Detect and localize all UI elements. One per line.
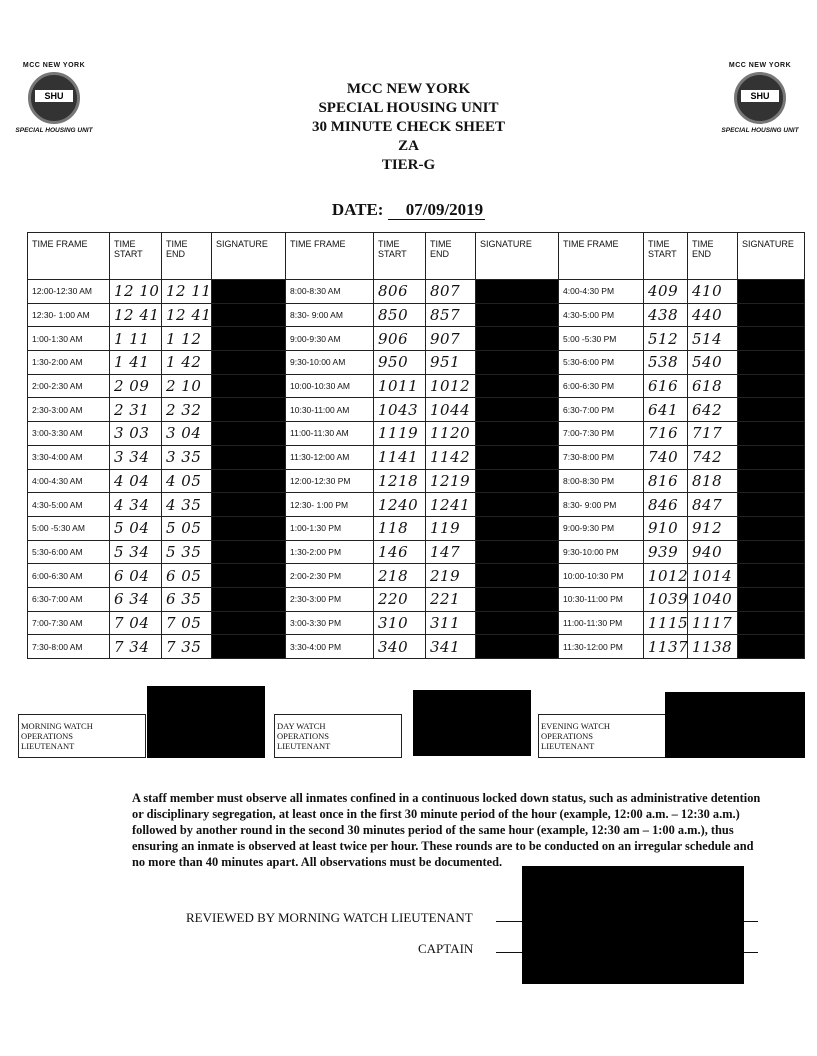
- document-title: [0, 80, 817, 175]
- time-start-cell: 538: [644, 351, 688, 375]
- column-header: SIGNATURE: [738, 233, 805, 280]
- redacted-signature-cell: [738, 587, 805, 611]
- redacted-signature-cell: [476, 611, 559, 635]
- time-end-cell: 1044: [426, 398, 476, 422]
- table-row: [28, 445, 805, 469]
- captain-label: CAPTAIN: [418, 941, 474, 956]
- watch-line-3: LIEUTENANT: [277, 741, 331, 751]
- redacted-signature-cell: [476, 303, 559, 327]
- time-end-cell: 6 35: [162, 587, 212, 611]
- time-frame-cell: 1:00-1:30 AM: [28, 327, 110, 351]
- time-end-cell: 3 04: [162, 422, 212, 446]
- time-start-cell: 1218: [374, 469, 426, 493]
- time-start-cell: 1 11: [110, 327, 162, 351]
- watch-line-3: LIEUTENANT: [21, 741, 75, 751]
- time-frame-cell: 7:30-8:00 AM: [28, 635, 110, 659]
- time-start-cell: 146: [374, 540, 426, 564]
- time-start-cell: 340: [374, 635, 426, 659]
- time-end-cell: 221: [426, 587, 476, 611]
- time-start-cell: 7 34: [110, 635, 162, 659]
- table-row: [28, 469, 805, 493]
- time-end-cell: 2 10: [162, 374, 212, 398]
- time-end-cell: 5 05: [162, 516, 212, 540]
- title-line-3: 30 MINUTE CHECK SHEET: [312, 119, 505, 135]
- redacted-signature-cell: [476, 516, 559, 540]
- time-end-cell: 7 05: [162, 611, 212, 635]
- time-end-cell: 857: [426, 303, 476, 327]
- redacted-signature-cell: [212, 611, 286, 635]
- time-end-cell: 5 35: [162, 540, 212, 564]
- time-frame-cell: 5:30-6:00 AM: [28, 540, 110, 564]
- time-start-cell: 1119: [374, 422, 426, 446]
- redacted-signature-cell: [212, 422, 286, 446]
- time-start-cell: 906: [374, 327, 426, 351]
- time-frame-cell: 9:30-10:00 PM: [559, 540, 644, 564]
- time-start-cell: 1115: [644, 611, 688, 635]
- table-row: [28, 422, 805, 446]
- time-start-cell: 850: [374, 303, 426, 327]
- time-end-cell: 907: [426, 327, 476, 351]
- time-frame-cell: 2:00-2:30 AM: [28, 374, 110, 398]
- time-frame-cell: 11:00-11:30 AM: [286, 422, 374, 446]
- table-row: [28, 280, 805, 304]
- redacted-signature-block: [522, 866, 744, 984]
- redacted-signature-cell: [212, 280, 286, 304]
- table-row: [28, 564, 805, 588]
- time-end-cell: 514: [688, 327, 738, 351]
- time-end-cell: 7 35: [162, 635, 212, 659]
- time-frame-cell: 9:30-10:00 AM: [286, 351, 374, 375]
- check-table: [27, 232, 805, 659]
- time-end-cell: 1138: [688, 635, 738, 659]
- title-line-5: TIER-G: [381, 157, 436, 173]
- redacted-signature-cell: [476, 280, 559, 304]
- time-start-cell: 218: [374, 564, 426, 588]
- time-end-cell: 341: [426, 635, 476, 659]
- redacted-signature-cell: [212, 374, 286, 398]
- time-start-cell: 816: [644, 469, 688, 493]
- table-header-row: [28, 233, 805, 280]
- redacted-signature-cell: [476, 445, 559, 469]
- time-frame-cell: 12:00-12:30 PM: [286, 469, 374, 493]
- time-end-cell: 1040: [688, 587, 738, 611]
- time-start-cell: 5 34: [110, 540, 162, 564]
- time-start-cell: 1137: [644, 635, 688, 659]
- time-frame-cell: 10:30-11:00 PM: [559, 587, 644, 611]
- time-start-cell: 1043: [374, 398, 426, 422]
- time-start-cell: 846: [644, 493, 688, 517]
- time-frame-cell: 8:30- 9:00 PM: [559, 493, 644, 517]
- table-row: [28, 374, 805, 398]
- time-end-cell: 440: [688, 303, 738, 327]
- time-frame-cell: 6:00-6:30 PM: [559, 374, 644, 398]
- watch-line-2: OPERATIONS: [541, 731, 593, 741]
- time-end-cell: 1117: [688, 611, 738, 635]
- time-start-cell: 3 03: [110, 422, 162, 446]
- badge-text: SHU: [35, 90, 73, 102]
- time-frame-cell: 11:00-11:30 PM: [559, 611, 644, 635]
- logo-top-text: MCC NEW YORK: [728, 62, 792, 69]
- time-start-cell: 2 31: [110, 398, 162, 422]
- watch-line-1: EVENING WATCH: [541, 721, 611, 731]
- redacted-signature-cell: [476, 327, 559, 351]
- reviewed-by-label: REVIEWED BY MORNING WATCH LIEUTENANT: [186, 910, 473, 925]
- time-end-cell: 1 42: [162, 351, 212, 375]
- time-end-cell: 807: [426, 280, 476, 304]
- time-end-cell: 1014: [688, 564, 738, 588]
- time-start-cell: 716: [644, 422, 688, 446]
- redacted-signature-cell: [738, 351, 805, 375]
- redacted-signature-cell: [476, 374, 559, 398]
- column-header: TIME START: [374, 233, 426, 280]
- time-start-cell: 3 34: [110, 445, 162, 469]
- watch-line-3: LIEUTENANT: [541, 741, 595, 751]
- redacted-signature-cell: [212, 469, 286, 493]
- redacted-signature-cell: [212, 635, 286, 659]
- redacted-signature-cell: [212, 303, 286, 327]
- time-frame-cell: 4:00-4:30 PM: [559, 280, 644, 304]
- table-row: [28, 351, 805, 375]
- redacted-signature-cell: [476, 469, 559, 493]
- table-row: [28, 493, 805, 517]
- table-row: [28, 635, 805, 659]
- time-end-cell: 1012: [426, 374, 476, 398]
- time-start-cell: 1141: [374, 445, 426, 469]
- time-frame-cell: 3:30-4:00 PM: [286, 635, 374, 659]
- time-frame-cell: 5:00 -5:30 AM: [28, 516, 110, 540]
- time-start-cell: 616: [644, 374, 688, 398]
- time-start-cell: 641: [644, 398, 688, 422]
- time-start-cell: 910: [644, 516, 688, 540]
- time-start-cell: 806: [374, 280, 426, 304]
- column-header: SIGNATURE: [476, 233, 559, 280]
- time-start-cell: 1039: [644, 587, 688, 611]
- time-frame-cell: 8:00-8:30 PM: [559, 469, 644, 493]
- time-end-cell: 1120: [426, 422, 476, 446]
- time-end-cell: 1241: [426, 493, 476, 517]
- redacted-signature-cell: [476, 398, 559, 422]
- time-start-cell: 6 04: [110, 564, 162, 588]
- time-frame-cell: 1:30-2:00 PM: [286, 540, 374, 564]
- table-row: [28, 303, 805, 327]
- time-start-cell: 1 41: [110, 351, 162, 375]
- time-start-cell: 5 04: [110, 516, 162, 540]
- time-start-cell: 1012: [644, 564, 688, 588]
- table-row: [28, 540, 805, 564]
- column-header: SIGNATURE: [212, 233, 286, 280]
- table-row: [28, 587, 805, 611]
- table-row: [28, 327, 805, 351]
- day-watch-box: [274, 714, 402, 758]
- time-frame-cell: 7:30-8:00 PM: [559, 445, 644, 469]
- time-end-cell: 818: [688, 469, 738, 493]
- column-header: TIME START: [644, 233, 688, 280]
- time-end-cell: 12 41: [162, 303, 212, 327]
- column-header: TIME END: [162, 233, 212, 280]
- time-frame-cell: 11:30-12:00 PM: [559, 635, 644, 659]
- time-end-cell: 4 05: [162, 469, 212, 493]
- redacted-signature-block: [665, 692, 805, 758]
- time-frame-cell: 9:00-9:30 AM: [286, 327, 374, 351]
- redacted-signature-cell: [476, 422, 559, 446]
- logo-bottom-text: SPECIAL HOUSING UNIT: [15, 127, 93, 134]
- time-end-cell: 742: [688, 445, 738, 469]
- time-end-cell: 4 35: [162, 493, 212, 517]
- time-frame-cell: 2:30-3:00 PM: [286, 587, 374, 611]
- time-frame-cell: 1:00-1:30 PM: [286, 516, 374, 540]
- time-end-cell: 940: [688, 540, 738, 564]
- time-frame-cell: 12:00-12:30 AM: [28, 280, 110, 304]
- time-end-cell: 540: [688, 351, 738, 375]
- title-line-1: MCC NEW YORK: [346, 81, 471, 97]
- watch-line-2: OPERATIONS: [21, 731, 73, 741]
- redacted-signature-cell: [212, 587, 286, 611]
- time-frame-cell: 6:00-6:30 AM: [28, 564, 110, 588]
- time-end-cell: 1219: [426, 469, 476, 493]
- column-header: TIME START: [110, 233, 162, 280]
- redacted-signature-cell: [738, 303, 805, 327]
- watch-line-2: OPERATIONS: [277, 731, 329, 741]
- time-start-cell: 1011: [374, 374, 426, 398]
- policy-notice: A staff member must observe all inmates confined in a continuous locked down status, such as administrative detention or disciplinary segregation, at least once in the first 30 minute period of the hour (example, 12:00 a.m. – 12:30 a.m.) followed by another round in the second 30 minutes period of the same hour (example, 12:30 am – 1:00 a.m.), thus ensuring an inmate is observed at least twice per hour. These rounds are to be conducted on an irregular schedule and no more than 40 minutes apart. All observations must be documented.: [132, 791, 761, 869]
- time-end-cell: 951: [426, 351, 476, 375]
- time-frame-cell: 5:00 -5:30 PM: [559, 327, 644, 351]
- time-frame-cell: 1:30-2:00 AM: [28, 351, 110, 375]
- title-line-4: ZA: [398, 138, 419, 154]
- time-frame-cell: 2:00-2:30 PM: [286, 564, 374, 588]
- redacted-signature-cell: [476, 351, 559, 375]
- redacted-signature-cell: [212, 351, 286, 375]
- time-start-cell: 438: [644, 303, 688, 327]
- redacted-signature-cell: [738, 374, 805, 398]
- date-line: [0, 200, 817, 220]
- time-start-cell: 512: [644, 327, 688, 351]
- redacted-signature-cell: [738, 398, 805, 422]
- time-end-cell: 119: [426, 516, 476, 540]
- time-frame-cell: 5:30-6:00 PM: [559, 351, 644, 375]
- table-row: [28, 398, 805, 422]
- time-frame-cell: 10:00-10:30 PM: [559, 564, 644, 588]
- redacted-signature-cell: [476, 564, 559, 588]
- time-start-cell: 740: [644, 445, 688, 469]
- table-row: [28, 611, 805, 635]
- time-start-cell: 118: [374, 516, 426, 540]
- logo-bottom-text: SPECIAL HOUSING UNIT: [721, 127, 799, 134]
- redacted-signature-cell: [476, 635, 559, 659]
- table-body: [28, 280, 805, 659]
- watch-line-1: DAY WATCH: [277, 721, 326, 731]
- time-start-cell: 2 09: [110, 374, 162, 398]
- time-start-cell: 310: [374, 611, 426, 635]
- redacted-signature-cell: [212, 327, 286, 351]
- time-start-cell: 6 34: [110, 587, 162, 611]
- time-frame-cell: 3:30-4:00 AM: [28, 445, 110, 469]
- redacted-signature-cell: [738, 327, 805, 351]
- redacted-signature-cell: [212, 493, 286, 517]
- time-end-cell: 717: [688, 422, 738, 446]
- evening-watch-box: [538, 714, 666, 758]
- redacted-signature-cell: [738, 445, 805, 469]
- morning-watch-box: [18, 714, 146, 758]
- redacted-signature-cell: [738, 540, 805, 564]
- redacted-signature-cell: [738, 493, 805, 517]
- time-end-cell: 6 05: [162, 564, 212, 588]
- time-frame-cell: 12:30- 1:00 PM: [286, 493, 374, 517]
- time-start-cell: 1240: [374, 493, 426, 517]
- redacted-signature-cell: [212, 540, 286, 564]
- column-header: TIME FRAME: [286, 233, 374, 280]
- time-frame-cell: 7:00-7:30 AM: [28, 611, 110, 635]
- redacted-signature-cell: [212, 564, 286, 588]
- time-start-cell: 7 04: [110, 611, 162, 635]
- redacted-signature-cell: [476, 493, 559, 517]
- time-start-cell: 220: [374, 587, 426, 611]
- time-start-cell: 409: [644, 280, 688, 304]
- time-frame-cell: 9:00-9:30 PM: [559, 516, 644, 540]
- redacted-signature-cell: [738, 516, 805, 540]
- redacted-signature-cell: [738, 564, 805, 588]
- redacted-signature-cell: [738, 422, 805, 446]
- time-start-cell: 4 04: [110, 469, 162, 493]
- time-frame-cell: 10:30-11:00 AM: [286, 398, 374, 422]
- redacted-signature-block: [413, 690, 531, 756]
- time-end-cell: 847: [688, 493, 738, 517]
- column-header: TIME END: [688, 233, 738, 280]
- column-header: TIME FRAME: [559, 233, 644, 280]
- time-frame-cell: 10:00-10:30 AM: [286, 374, 374, 398]
- redacted-signature-cell: [738, 280, 805, 304]
- time-frame-cell: 3:00-3:30 PM: [286, 611, 374, 635]
- time-frame-cell: 8:30- 9:00 AM: [286, 303, 374, 327]
- logo-top-text: MCC NEW YORK: [22, 62, 86, 69]
- time-end-cell: 642: [688, 398, 738, 422]
- redacted-signature-cell: [476, 587, 559, 611]
- table-row: [28, 516, 805, 540]
- time-end-cell: 219: [426, 564, 476, 588]
- column-header: TIME END: [426, 233, 476, 280]
- time-frame-cell: 2:30-3:00 AM: [28, 398, 110, 422]
- time-end-cell: 1142: [426, 445, 476, 469]
- time-end-cell: 12 11: [162, 280, 212, 304]
- time-end-cell: 2 32: [162, 398, 212, 422]
- redacted-signature-cell: [212, 516, 286, 540]
- time-start-cell: 950: [374, 351, 426, 375]
- redacted-signature-cell: [476, 540, 559, 564]
- watch-line-1: MORNING WATCH: [21, 721, 93, 731]
- time-end-cell: 1 12: [162, 327, 212, 351]
- date-value: 07/09/2019: [388, 200, 485, 220]
- redacted-signature-cell: [212, 398, 286, 422]
- time-end-cell: 3 35: [162, 445, 212, 469]
- date-label: DATE:: [331, 200, 384, 219]
- time-frame-cell: 6:30-7:00 AM: [28, 587, 110, 611]
- time-frame-cell: 4:30-5:00 PM: [559, 303, 644, 327]
- time-start-cell: 4 34: [110, 493, 162, 517]
- redacted-signature-cell: [738, 611, 805, 635]
- time-frame-cell: 6:30-7:00 PM: [559, 398, 644, 422]
- column-header: TIME FRAME: [28, 233, 110, 280]
- redacted-signature-block: [147, 686, 265, 758]
- redacted-signature-cell: [212, 445, 286, 469]
- time-end-cell: 410: [688, 280, 738, 304]
- time-frame-cell: 4:00-4:30 AM: [28, 469, 110, 493]
- time-frame-cell: 7:00-7:30 PM: [559, 422, 644, 446]
- time-frame-cell: 4:30-5:00 AM: [28, 493, 110, 517]
- time-start-cell: 12 41: [110, 303, 162, 327]
- time-end-cell: 311: [426, 611, 476, 635]
- time-frame-cell: 3:00-3:30 AM: [28, 422, 110, 446]
- time-end-cell: 912: [688, 516, 738, 540]
- time-end-cell: 618: [688, 374, 738, 398]
- time-frame-cell: 12:30- 1:00 AM: [28, 303, 110, 327]
- time-frame-cell: 8:00-8:30 AM: [286, 280, 374, 304]
- time-start-cell: 939: [644, 540, 688, 564]
- title-line-2: SPECIAL HOUSING UNIT: [318, 100, 499, 116]
- time-end-cell: 147: [426, 540, 476, 564]
- time-start-cell: 12 10: [110, 280, 162, 304]
- redacted-signature-cell: [738, 469, 805, 493]
- redacted-signature-cell: [738, 635, 805, 659]
- time-frame-cell: 11:30-12:00 AM: [286, 445, 374, 469]
- badge-text: SHU: [741, 90, 779, 102]
